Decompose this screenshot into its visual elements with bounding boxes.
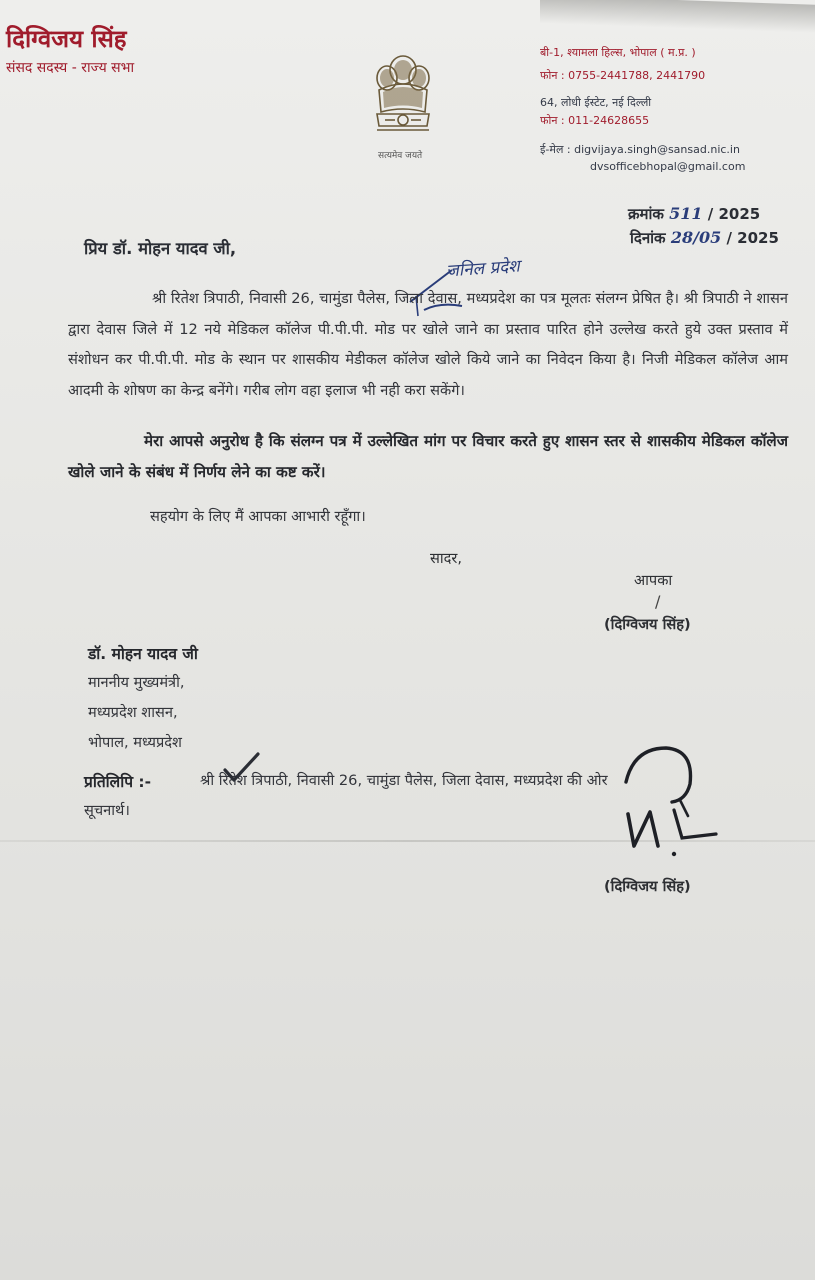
closing-line: सहयोग के लिए मैं आपका आभारी रहूँगा। [150, 508, 366, 525]
addressee-city: भोपाल, मध्यप्रदेश [88, 734, 182, 751]
kramank-year: / 2025 [707, 205, 761, 223]
handwritten-note: जनिल प्रदेश [445, 256, 521, 282]
kramank-label: क्रमांक [628, 205, 664, 223]
addressee-name: डॉ. मोहन यादव जी [88, 645, 198, 663]
body-paragraph-2: मेरा आपसे अनुरोध है कि संलग्न पत्र में उल्लेखित मांग पर विचार करते हुए शासन स्तर से शासकीय मेडिकल कॉलेज खोले जाने के संबंध में निर्णय लेने का कष्ट करें। [68, 432, 788, 481]
addressee-designation: माननीय मुख्यमंत्री, [88, 674, 185, 691]
email-secondary: dvsofficebhopal@gmail.com [590, 160, 746, 173]
sender-name: दिग्विजय सिंह [6, 25, 127, 53]
salutation: प्रिय डॉ. मोहन यादव जी, [84, 239, 237, 258]
address-bhopal: बी-1, श्यामला हिल्स, भोपाल ( म.प्र. ) [540, 46, 696, 59]
phone-delhi: फोन : 011-24628655 [540, 114, 650, 127]
emblem-motto: सत्यमेव जयते [378, 151, 423, 161]
copy-to-continuation: सूचनार्थ। [84, 802, 130, 819]
signatory-name: (दिग्विजय सिंह) [604, 616, 691, 633]
reference-date [630, 228, 779, 248]
apka-text: आपका [634, 572, 673, 589]
dinank-year: / 2025 [726, 229, 779, 247]
email-primary: ई-मेल : digvijaya.singh@sansad.nic.in [540, 143, 740, 156]
phone-bhopal: फोन : 0755-2441788, 2441790 [540, 69, 706, 82]
sender-title: संसद सदस्य - राज्य सभा [6, 60, 135, 76]
copy-signatory-name: (दिग्विजय सिंह) [604, 878, 691, 895]
kramank-number: 511 [669, 204, 703, 223]
body-paragraph-1: श्री रितेश त्रिपाठी, निवासी 26, चामुंडा पैलेस, जिला देवास, मध्यप्रदेश का पत्र मूलतः संलग्न प्रेषित है। श्री त्रिपाठी ने शासन द्वारा देवास जिले में 12 नये मेडिकल कॉलेज पी.पी.पी. मोड पर खोले जाने का प्रस्ताव पारित होने उल्लेख करते हुये उक्त प्रस्ताव में संशोधन कर पी.पी.पी. मोड के स्थान पर शासकीय मेडीकल कॉलेज खोले किये जाने का निवेदन किया है। निजी मेडिकल कॉलेज आम आदमी के शोषण का केन्द्र बनेंगे। गरीब लोग वहा इलाज भी नही करा सकेंगे। [68, 290, 788, 399]
checkmark-icon [222, 752, 262, 788]
copy-to-label: प्रतिलिपि :- [84, 773, 152, 791]
sadar-text: सादर, [430, 550, 463, 567]
signature-mark: / [655, 592, 661, 611]
reference-number [628, 204, 760, 224]
page-fold-shadow [540, 0, 815, 33]
copy-to-text: श्री रितेश त्रिपाठी, निवासी 26, चामुंडा पैलेस, जिला देवास, मध्यप्रदेश की ओर [200, 772, 608, 789]
addressee-government: मध्यप्रदेश शासन, [88, 704, 178, 721]
address-delhi: 64, लोधी ईस्टेट, नई दिल्ली [540, 96, 652, 109]
dinank-label: दिनांक [630, 229, 666, 247]
handwritten-signature [608, 742, 728, 866]
dinank-handwritten: 28/05 [670, 228, 722, 247]
